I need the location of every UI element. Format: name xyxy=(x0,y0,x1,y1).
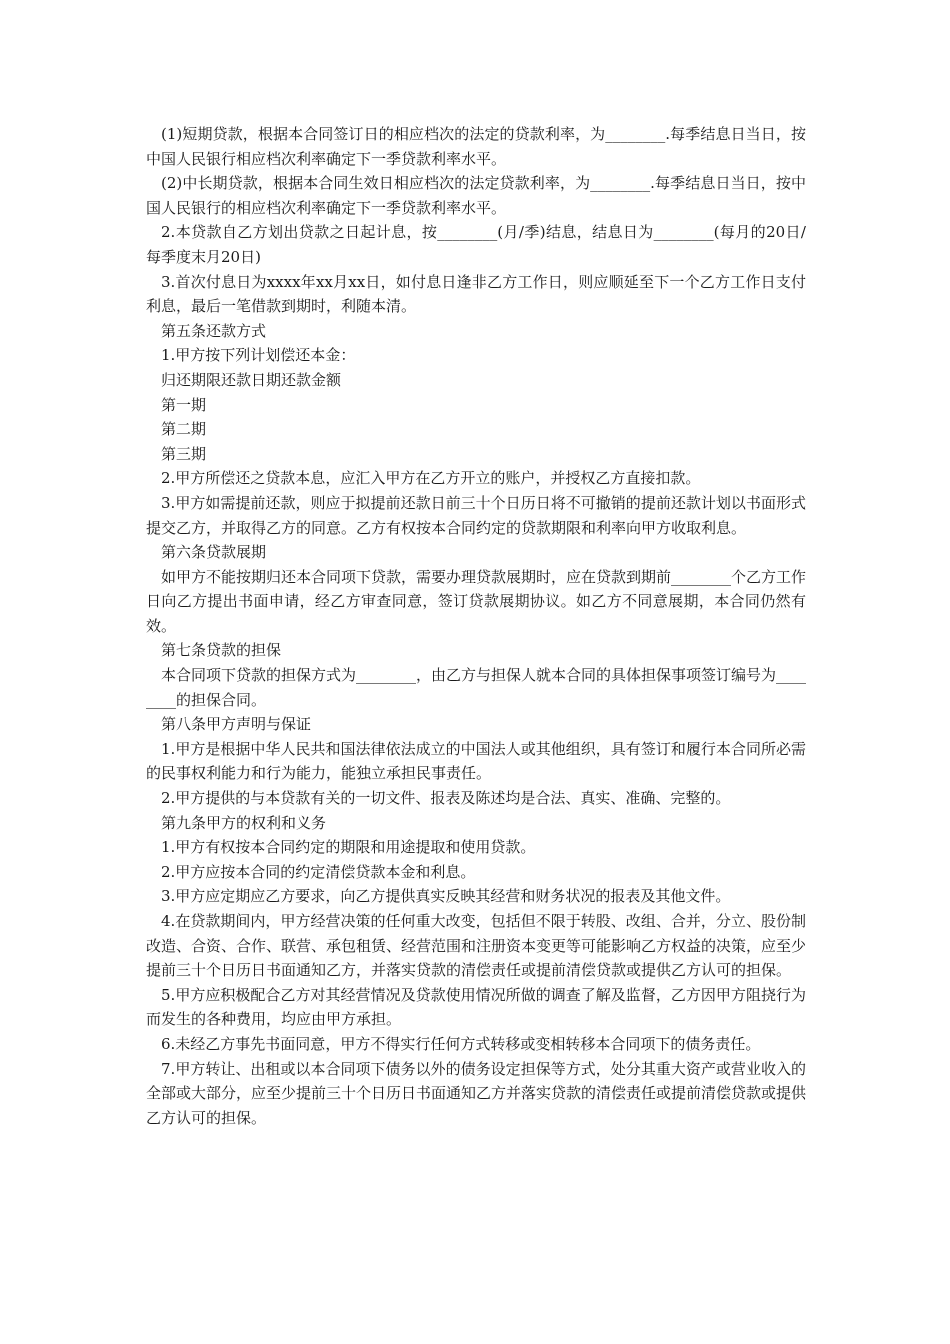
section-heading-5: 第五条还款方式 xyxy=(161,321,267,340)
section-heading-8: 第八条甲方声明与保证 xyxy=(161,715,312,734)
paragraph-interest-long-term: (2)中长期贷款，根据本合同生效日相应档次的法定贷款利率，为________.每季结息日当日，按中国人民银行的相应档次利率确定下一季贷款利率水平。 xyxy=(146,174,806,217)
paragraph-first-payment-date: 3.首次付息日为xxxx年xx月xx日，如付息日逢非乙方工作日，则应顺延至下一个乙方工作日支付利息，最后一笔借款到期时，利随本清。 xyxy=(146,272,806,316)
paragraph-repayment-plan: 1.甲方按下列计划偿还本金： xyxy=(161,346,356,365)
section-heading-7: 第七条贷款的担保 xyxy=(161,641,282,660)
paragraph-extension: 如甲方不能按期归还本合同项下贷款，需要办理贷款展期时，应在贷款到期前________个乙方工作日向乙方提出书面申请，经乙方审查同意，签订贷款展期协议。如乙方不同意展期，本合同仍然有效。 xyxy=(146,567,807,635)
document-body xyxy=(146,122,806,1130)
paragraph-declaration-1: 1.甲方是根据中华人民共和国法律依法成立的中国法人或其他组织，具有签订和履行本合同所必需的民事权利能力和行为能力，能独立承担民事责任。 xyxy=(146,739,806,783)
paragraph-repayment-account: 2.甲方所偿还之贷款本息，应汇入甲方在乙方开立的账户，并授权乙方直接扣款。 xyxy=(161,469,701,488)
repayment-period-1: 第一期 xyxy=(161,395,207,414)
paragraph-right-1: 1.甲方有权按本合同约定的期限和用途提取和使用贷款。 xyxy=(161,838,536,857)
paragraph-declaration-2: 2.甲方提供的与本贷款有关的一切文件、报表及陈述均是合法、真实、准确、完整的。 xyxy=(161,789,731,808)
paragraph-early-repayment: 3.甲方如需提前还款，则应于拟提前还款日前三十个日历日将不可撤销的提前还款计划以书面形式提交乙方，并取得乙方的同意。乙方有权按本合同约定的贷款期限和利率向甲方收取利息。 xyxy=(146,493,806,537)
paragraph-right-4: 4.在贷款期间内，甲方经营决策的任何重大改变，包括但不限于转股、改组、合并，分立、股份制改造、合资、合作、联营、承包租赁、经营范围和注册资本变更等可能影响乙方权益的决策，应至少提前三十个日历日书面通知乙方，并落实贷款的清偿责任或提前清偿贷款或提供乙方认可的担保。 xyxy=(146,912,807,980)
paragraph-right-5: 5.甲方应积极配合乙方对其经营情况及贷款使用情况所做的调查了解及监督，乙方因甲方阻挠行为而发生的各种费用，均应由甲方承担。 xyxy=(146,985,806,1029)
repayment-period-2: 第二期 xyxy=(161,420,207,439)
paragraph-right-7: 7.甲方转让、出租或以本合同项下债务以外的债务设定担保等方式，处分其重大资产或营业收入的全部或大部分，应至少提前三十个日历日书面通知乙方并落实贷款的清偿责任或提前清偿贷款或提供乙方认可的担保。 xyxy=(146,1059,807,1127)
section-heading-9: 第九条甲方的权利和义务 xyxy=(161,813,327,832)
repayment-table-header: 归还期限还款日期还款金额 xyxy=(161,370,342,389)
paragraph-interest-settlement: 2.本贷款自乙方划出贷款之日起计息，按________(月/季)结息，结息日为________(每月的20日/每季度末月20日) xyxy=(146,223,806,266)
paragraph-right-2: 2.甲方应按本合同的约定清偿贷款本金和利息。 xyxy=(161,862,476,881)
paragraph-right-6: 6.未经乙方事先书面同意，甲方不得实行任何方式转移或变相转移本合同项下的债务责任。 xyxy=(161,1034,761,1053)
repayment-period-3: 第三期 xyxy=(161,444,207,463)
section-heading-6: 第六条贷款展期 xyxy=(161,543,267,562)
paragraph-guarantee: 本合同项下贷款的担保方式为________，由乙方与担保人就本合同的具体担保事项签订编号为________的担保合同。 xyxy=(146,666,807,709)
paragraph-interest-short-term: (1)短期贷款，根据本合同签订日的相应档次的法定的贷款利率，为________.每季结息日当日，按中国人民银行相应档次利率确定下一季贷款利率水平。 xyxy=(146,125,806,168)
paragraph-right-3: 3.甲方应定期应乙方要求，向乙方提供真实反映其经营和财务状况的报表及其他文件。 xyxy=(161,887,731,906)
